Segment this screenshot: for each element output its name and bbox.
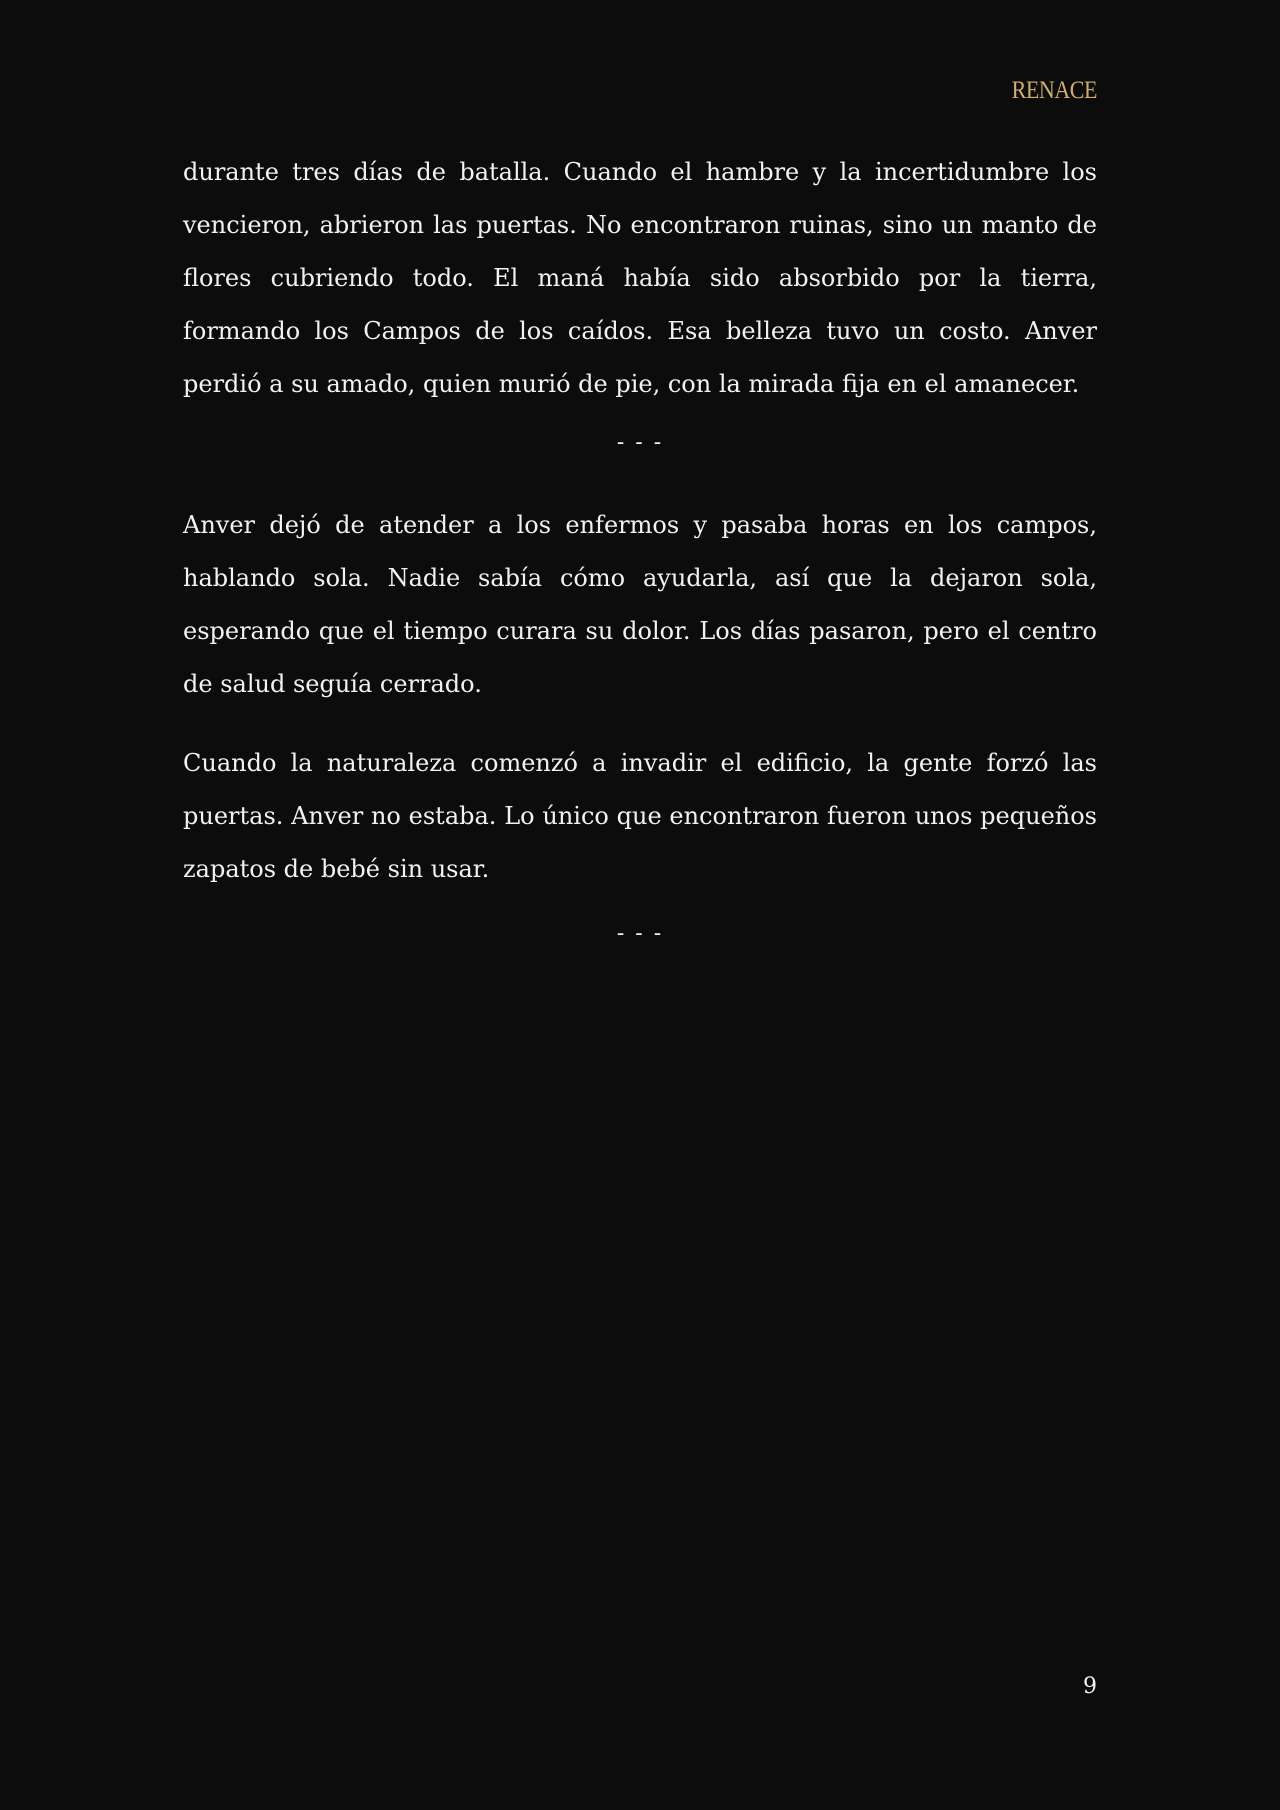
paragraph-1: durante tres días de batalla. Cuando el hambre y la incertidumbre los vencieron, abrieron las puertas. No encontraron ruinas, sino un manto de flores cubriendo todo. El maná había sido absorbido por la tierra, formando los Campos de los caídos. Esa belleza tuvo un costo. Anver perdió a su amado, quien murió de pie, con la mirada fija en el amanecer.: [183, 158, 1097, 398]
section-separator-2: - - -: [616, 921, 664, 946]
paragraph-2: Anver dejó de atender a los enfermos y pasaba horas en los campos, hablando sola. Nadie sabía cómo ayudarla, así que la dejaron sola, esperando que el tiempo curara su dolor. Los días pasaron, pero el centro de salud seguía cerrado.: [183, 511, 1097, 698]
running-header-title: RENACE: [1011, 77, 1097, 104]
section-separator-1: - - -: [616, 430, 664, 455]
page-body: [183, 146, 1097, 946]
paragraph-3: Cuando la naturaleza comenzó a invadir el edificio, la gente forzó las puertas. Anver no estaba. Lo único que encontraron fueron unos pequeños zapatos de bebé sin usar.: [183, 749, 1097, 883]
page-number: 9: [1083, 1674, 1097, 1699]
